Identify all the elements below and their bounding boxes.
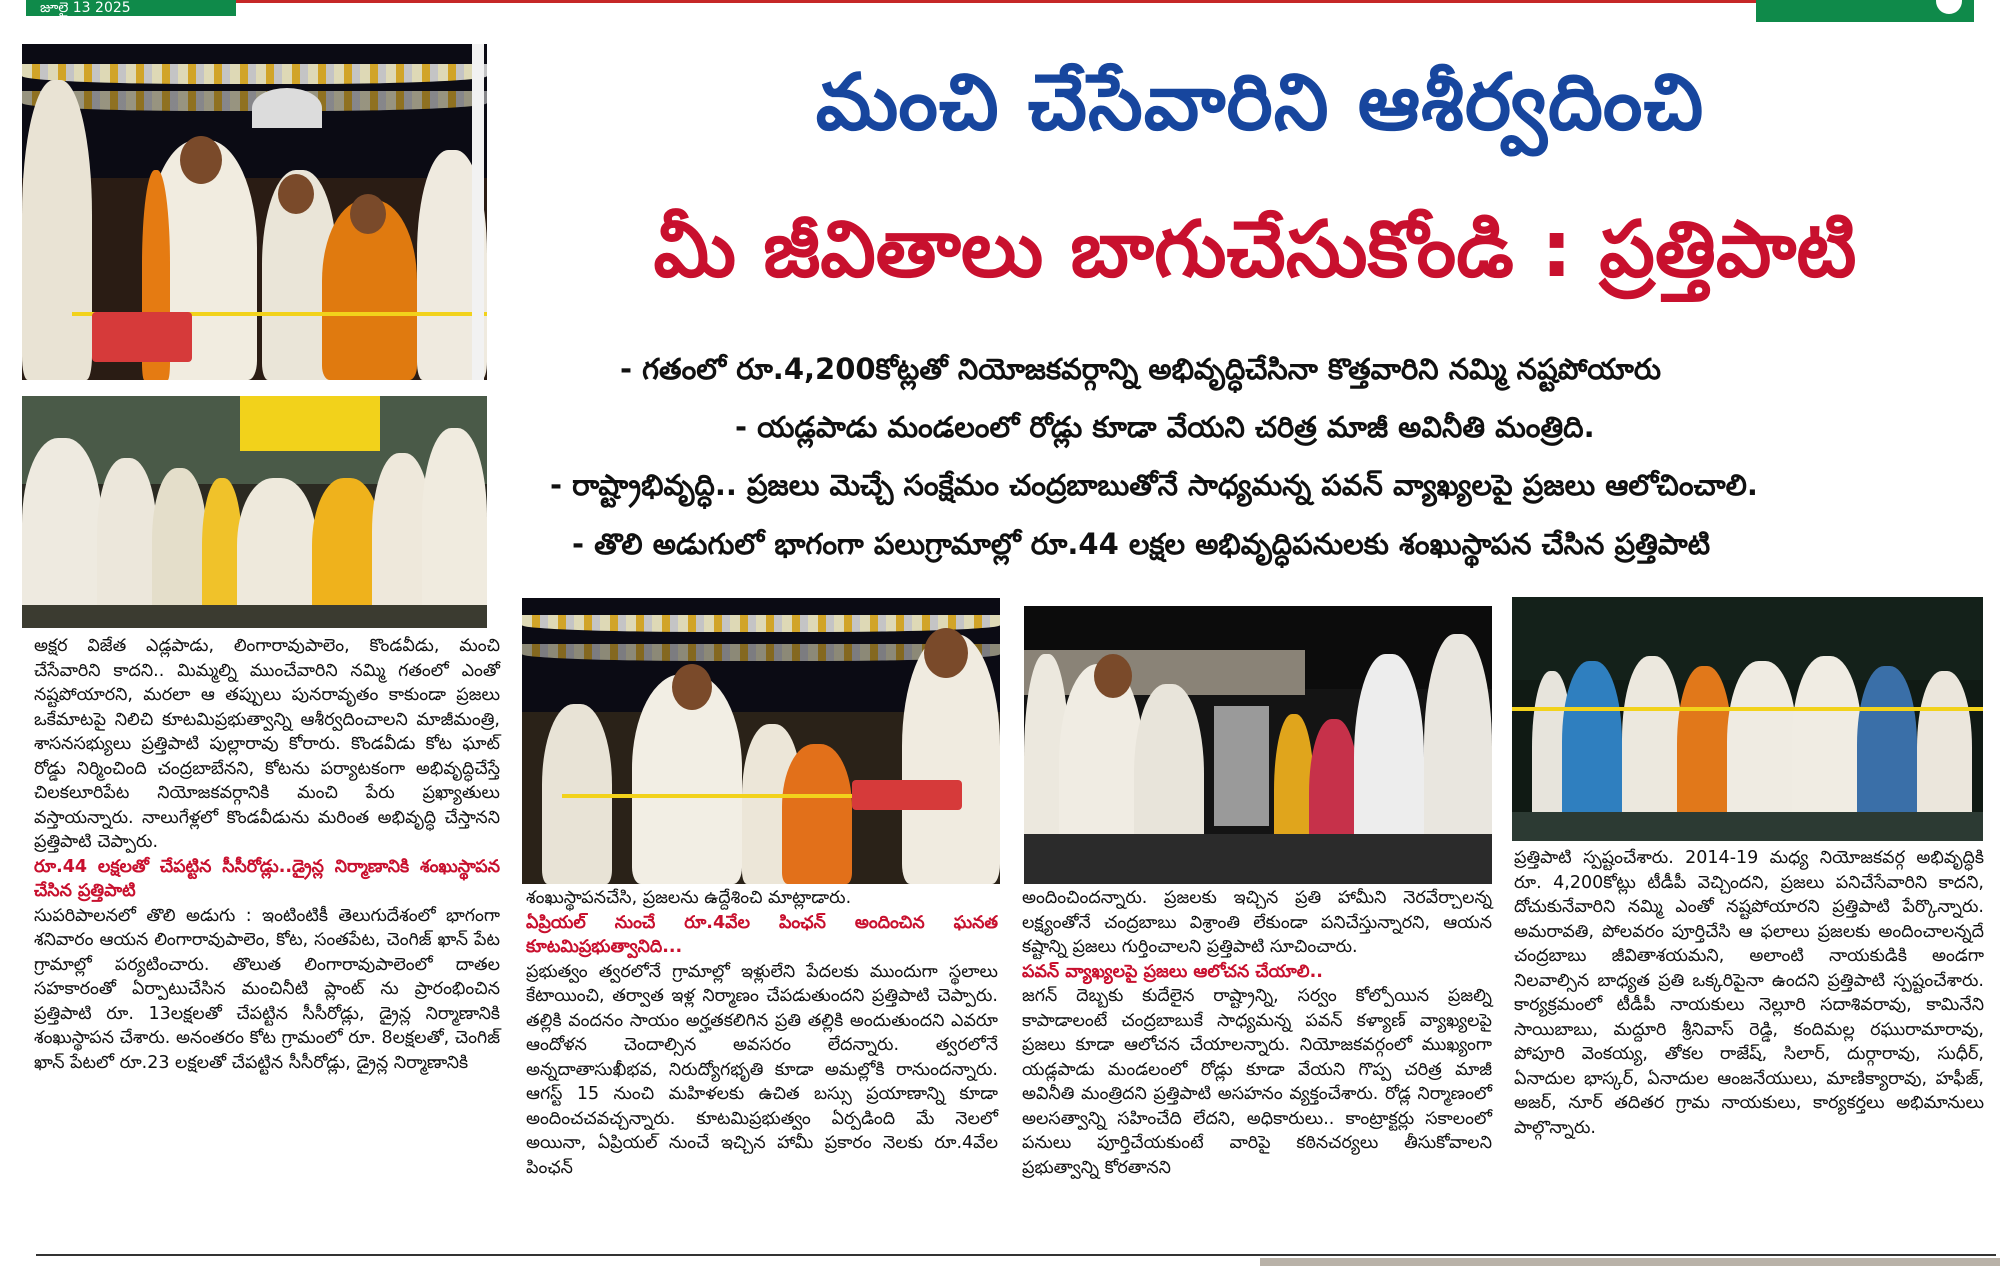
highlight-1: - గతంలో రూ.4,200కోట్లతో నియోజకవర్గాన్ని అభివృద్ధిచేసినా కొత్తవారిని నమ్మి నష్టపోయారు bbox=[620, 352, 1662, 386]
top-rule bbox=[236, 0, 1756, 3]
article-col-4 bbox=[1514, 846, 1984, 1140]
headline-line-1: మంచి చేసేవారిని ఆశీర్వదించి bbox=[815, 58, 1705, 148]
bottom-strip bbox=[1260, 1258, 2000, 1266]
photo-night-gathering bbox=[1024, 606, 1492, 884]
col1-subhead: రూ.44 లక్షలతో చేపట్టిన సీసీరోడ్లు..డ్రైన్ల నిర్మాణానికి శంఖుస్థాపన చేసిన ప్రత్తిపాటి bbox=[34, 856, 500, 901]
highlight-2: - యడ్లపాడు మండలంలో రోడ్లు కూడా వేయని చరిత్ర మాజీ అవినీతి మంత్రిది. bbox=[735, 410, 1595, 444]
col2-caption: శంఖుస్థాపనచేసి, ప్రజలను ఉద్దేశించి మాట్లాడారు. bbox=[526, 888, 852, 908]
photo-group-supporters bbox=[22, 396, 487, 628]
col3-para1: అందించిందన్నారు. ప్రజలకు ఇచ్చిన ప్రతి హామీని నెరవేర్చాలన్న లక్ష్యంతోనే చంద్రబాబు విశ్రాంతి లేకుండా పనిచేస్తున్నారని, ఆయన కష్టాన్ని ప్రజలు గుర్తించాలని ప్రత్తిపాటి సూచించారు. bbox=[1022, 888, 1492, 957]
col1-para1: అక్షర విజేత ఎడ్లపాడు, లింగారావుపాలెం, కొండవీడు, మంచి చేసేవారిని కాదని.. మిమ్మల్ని ముంచేవారిని నమ్మి గతంలో ఎంతో నష్టపోయారని, మరలా ఆ తప్పులు పునరావృతం కాకుండా ప్రజలు ఒకేమాటపై నిలిచి కూటమిప్రభుత్వాన్ని ఆశీర్వదించాలని మాజీమంత్రి, శాసనసభ్యులు ప్రత్తిపాటి పుల్లారావు కోరారు. కొండవీడు కోట ఘాట్ రోడ్డు నిర్మించింది చంద్రబాబేనని, కోటను పర్యాటకంగా అభివృద్ధిచేస్తే చిలకలూరిపేట నియోజకవర్గానికి మంచి పేరు ప్రఖ్యాతులు వస్తాయన్నారు. నాలుగేళ్లలో కొండవీడును మరింత అభివృద్ధి చేస్తానని ప్రత్తిపాటి చెప్పారు. bbox=[34, 636, 500, 852]
date-tab: జూలై 13 2025 bbox=[26, 0, 236, 16]
col1-para2: సుపరిపాలనలో తొలి అడుగు : ఇంటింటికీ తెలుగుదేశంలో భాగంగా శనివారం ఆయన లింగారావుపాలెం, కోట, సంతపేట, చెంగిజ్ ఖాన్ పేట గ్రామాల్లో పర్యటించారు. తొలుత లింగారావుపాలెంలో దాతల సహకారంతో ఏర్పాటుచేసిన మంచినీటి ప్లాంట్ ను ప్రారంభించిన ప్రత్తిపాటి రూ. 13లక్షలతో చేపట్టిన సీసీరోడ్లు, డ్రైన్ల నిర్మాణానికి శంఖుస్థాపన చేశారు. అనంతరం కోట గ్రామంలో రూ. 8లక్షలతో, చెంగిజ్ ఖాన్ పేటలో రూ.23 లక్షలతో చేపట్టిన సీసీరోడ్లు, డ్రైన్ల నిర్మాణానికి bbox=[34, 905, 500, 1073]
col2-subhead: ఏప్రియల్ నుంచే రూ.4వేల పింఛన్ అందించిన ఘనత కూటమిప్రభుత్వానిది... bbox=[526, 912, 998, 957]
article-col-1 bbox=[34, 634, 500, 1075]
highlight-4: - తొలి అడుగులో భాగంగా పలుగ్రామాల్లో రూ.44 లక్షల అభివృద్ధిపనులకు శంఖుస్థాపన చేసిన ప్రత్తిపాటి bbox=[572, 527, 1711, 561]
article-col-3 bbox=[1022, 886, 1492, 1180]
col4-para: ప్రత్తిపాటి స్పష్టంచేశారు. 2014-19 మధ్య నియోజకవర్గ అభివృద్ధికి రూ. 4,200కోట్లు టీడీపీ వెచ్చిందని, ప్రజలు పనిచేసేవారిని కాదని, దోచుకునేవారిని నమ్మి ఎంతో నష్టపోయారని ప్రత్తిపాటి పేర్కొన్నారు. అమరావతి, పోలవరం పూర్తిచేసి ఆ ఫలాలు ప్రజలకు అందించాలన్నదే చంద్రబాబు జీవితాశయమని, అలాంటి నాయకుడికి అండగా నిలవాల్సిన బాధ్యత ప్రతి ఒక్కరిపైనా ఉందని ప్రత్తిపాటి స్పష్టంచేశారు. కార్యక్రమంలో టీడీపీ నాయకులు నెల్లూరి సదాశివరావు, కామినేని సాయిబాబు, మద్దూరి శ్రీనివాస్ రెడ్డి, కందిమల్ల రఘురామారావు, పోపూరి వెంకయ్య, తోకల రాజేష్, సిలార్, దుర్గారావు, సుధీర్, ఏనాదుల భాస్కర్, ఏనాదుల ఆంజనేయులు, మాణిక్యారావు, హఫీజ్, అజర్, నూర్ తదితర గ్రామ నాయకులు, కార్యకర్తలు అభిమానులు పాల్గొన్నారు. bbox=[1514, 848, 1984, 1138]
col3-para2: జగన్ దెబ్బకు కుదేలైన రాష్ట్రాన్ని, సర్వం కోల్పోయిన ప్రజల్ని కాపాడాలంటే చంద్రబాబుకే సాధ్యమన్న పవన్ కళ్యాణ్ వ్యాఖ్యలపై ప్రజలు కూడా ఆలోచన చేయాలన్నారు. నియోజకవర్గంలో ముఖ్యంగా యడ్లపాడు మండలంలో రోడ్లు కూడా వేయని గొప్ప చరిత్ర మాజీ అవినీతి మంత్రిదని ప్రత్తిపాటి అసహనం వ్యక్తంచేశారు. రోడ్ల నిర్మాణంలో అలసత్వాన్ని సహించేది లేదని, అధికారులు.. కాంట్రాక్టర్లు సకాలంలో పనులు పూర్తిచేయకుంటే వారిపై కఠినచర్యలు తీసుకోవాలని ప్రభుత్వాన్ని కోరతానని bbox=[1022, 986, 1492, 1178]
col2-para: ప్రభుత్వం త్వరలోనే గ్రామాల్లో ఇళ్లులేని పేదలకు ముందుగా స్థలాలు కేటాయించి, తర్వాత ఇళ్ల నిర్మాణం చేపడుతుందని ప్రత్తిపాటి చెప్పారు. తల్లికి వందనం సాయం అర్హతకలిగిన ప్రతి తల్లికి అందుతుందని ఎవరూ ఆందోళన చెందాల్సిన అవసరం లేదన్నారు. త్వరలోనే అన్నదాతాసుఖీభవ, నిరుద్యోగభృతి కూడా అమల్లోకి రానుందన్నారు. ఆగస్ట్ 15 నుంచి మహిళలకు ఉచిత బస్సు ప్రయాణాన్ని కూడా అందించచవచ్చన్నారు. కూటమిప్రభుత్వం ఏర్పడింది మే నెలలో అయినా, ఏప్రియల్ నుంచే ఇచ్చిన హామీ ప్రకారం నెలకు రూ.4వేల పింఛన్ bbox=[526, 961, 998, 1178]
photo-ribbon-night bbox=[1512, 597, 1983, 841]
bottom-rule bbox=[36, 1254, 1996, 1256]
photo-foundation-stone bbox=[522, 598, 1000, 884]
photo-ribbon-cutting bbox=[22, 44, 487, 380]
headline-line-2: మీ జీవితాలు బాగుచేసుకోండి : ప్రత్తిపాటి bbox=[653, 205, 1857, 295]
article-col-2 bbox=[526, 886, 998, 1180]
col3-subhead: పవన్ వ్యాఖ్యలపై ప్రజలు ఆలోచన చేయాలి.. bbox=[1022, 961, 1323, 982]
highlight-3: - రాష్ట్రాభివృద్ధి.. ప్రజలు మెచ్చే సంక్షేమం చంద్రబాబుతోనే సాధ్యమన్న పవన్ వ్యాఖ్యలపై ప్రజలు ఆలోచించాలి. bbox=[550, 468, 1758, 502]
